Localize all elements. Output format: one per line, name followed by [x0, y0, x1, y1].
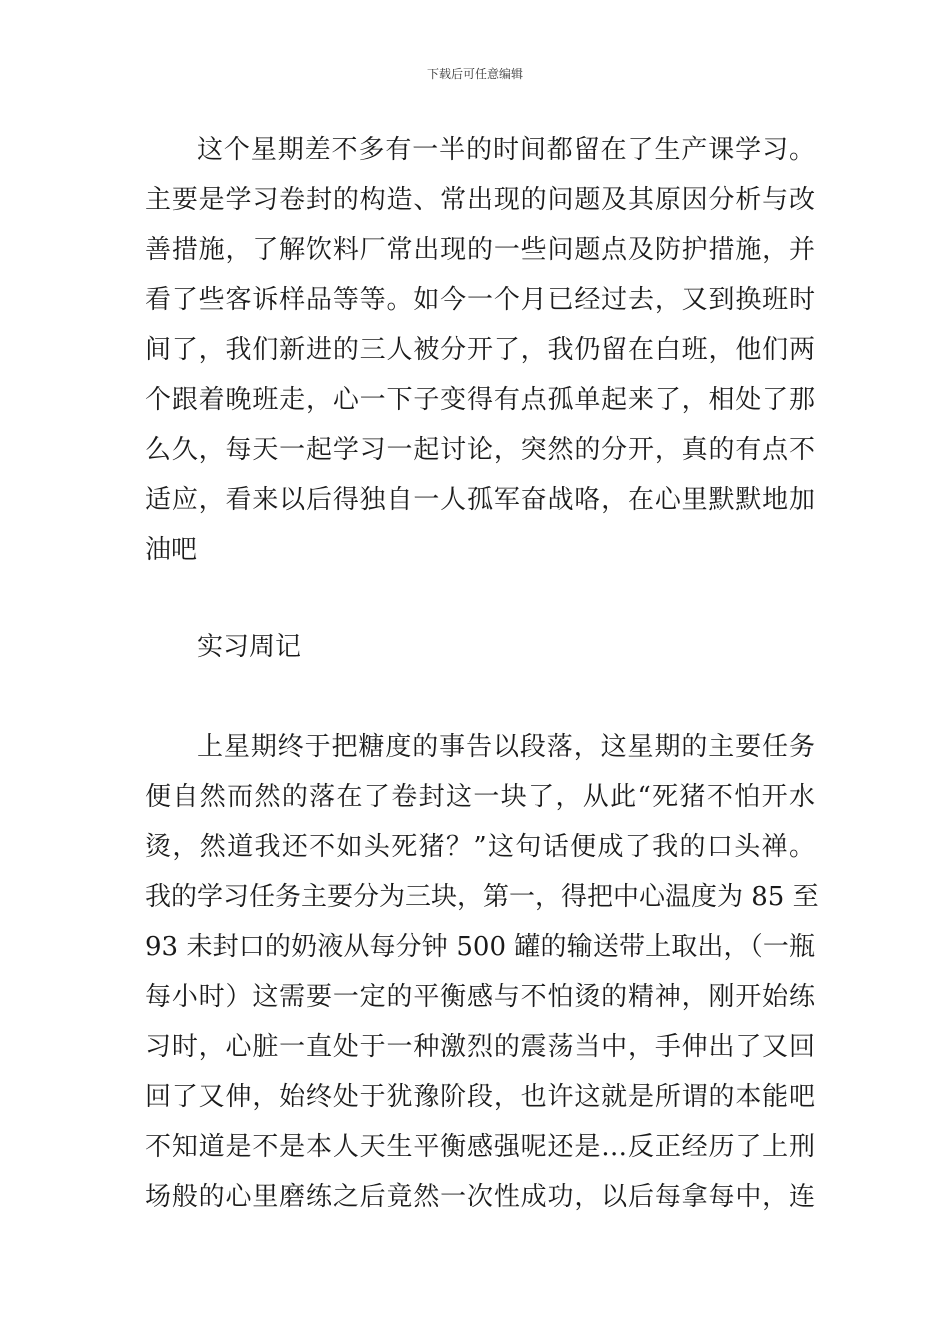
paragraph1-line: 主要是学习卷封的构造、常出现的问题及其原因分析与改 — [145, 185, 815, 215]
paragraph2-line: 烫，然道我还不如头死猪？”这句话便成了我的口头禅。 — [145, 832, 815, 862]
paragraph2-line: 上星期终于把糖度的事告以段落，这星期的主要任务 — [197, 732, 815, 762]
paragraph2-line: 我的学习任务主要分为三块，第一，得把中心温度为 85 至 — [145, 882, 819, 912]
paragraph2-line: 回了又伸，始终处于犹豫阶段，也许这就是所谓的本能吧 — [145, 1082, 815, 1112]
section-heading: 实习周记 — [197, 632, 302, 662]
header-note: 下载后可任意编辑 — [426, 67, 523, 81]
paragraph1-line: 个跟着晚班走，心一下子变得有点孤单起来了，相处了那 — [145, 385, 815, 415]
paragraph1-line: 间了，我们新进的三人被分开了，我仍留在白班，他们两 — [145, 335, 815, 365]
paragraph2-line: 便自然而然的落在了卷封这一块了，从此“死猪不怕开水 — [145, 782, 815, 812]
paragraph1-line: 看了些客诉样品等等。如今一个月已经过去，又到换班时 — [145, 285, 815, 315]
paragraph1-line: 善措施，了解饮料厂常出现的一些问题点及防护措施，并 — [145, 235, 815, 265]
paragraph2-line: 93 未封口的奶液从每分钟 500 罐的输送带上取出，（一瓶 — [145, 932, 815, 962]
paragraph2-line: 不知道是不是本人天生平衡感强呢还是…反正经历了上刑 — [145, 1132, 815, 1162]
paragraph1-line: 么久，每天一起学习一起讨论，突然的分开，真的有点不 — [145, 435, 815, 465]
paragraph2-line: 习时，心脏一直处于一种激烈的震荡当中，手伸出了又回 — [145, 1032, 815, 1062]
paragraph2-line: 每小时）这需要一定的平衡感与不怕烫的精神，刚开始练 — [145, 982, 815, 1012]
paragraph2-line: 场般的心里磨练之后竟然一次性成功，以后每拿每中，连 — [145, 1182, 815, 1212]
paragraph1-line: 油吧 — [145, 535, 198, 565]
paragraph1-line: 这个星期差不多有一半的时间都留在了生产课学习。 — [197, 135, 815, 165]
paragraph1-line: 适应，看来以后得独自一人孤军奋战咯，在心里默默地加 — [145, 485, 815, 515]
